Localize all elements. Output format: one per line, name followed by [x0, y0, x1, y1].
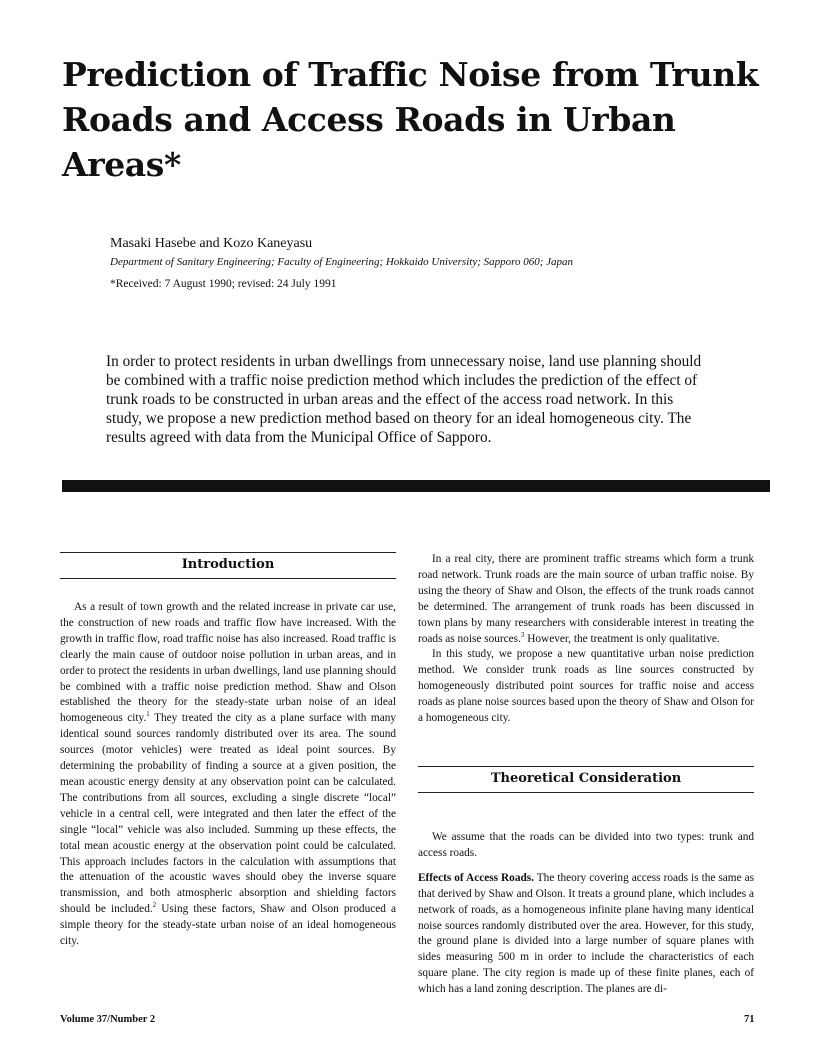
theory-heading-rule-top	[418, 766, 754, 767]
received-dates: *Received: 7 August 1990; revised: 24 July 1991	[110, 278, 337, 290]
page-number: 71	[744, 1014, 755, 1025]
reference-marker: 2	[152, 901, 157, 910]
intro-text-part-3: Using these factors, Shaw and Olson produced a simple theory for the steady-state urban noise of an ideal homogeneous city.	[60, 903, 396, 948]
theory-heading-rule-bottom	[418, 792, 754, 793]
right-paragraph-2: In this study, we propose a new quantitative urban noise prediction method. We consider trunk roads as line sources constructed by homogeneously distributed point sources for traffic noise and access roads as plane noise sources based upon the theory of Shaw and Olson for a homogeneous city.	[418, 648, 754, 725]
introduction-paragraph	[60, 600, 396, 950]
right-text-part-1: In a real city, there are prominent traffic streams which form a trunk road network. Trunk roads are the main source of urban traffic noise. By using the theory of Shaw and Olson, the effects of the trunk roads cannot be determined. The arrangement of trunk roads has been discussed in town plans by many researchers with considerable interest in treating the roads as noise sources.	[418, 553, 754, 645]
access-roads-runin-heading: Effects of Access Roads.	[418, 871, 534, 884]
reference-marker: 1	[146, 710, 150, 719]
intro-heading-rule-top	[60, 552, 396, 553]
abstract: In order to protect residents in urban dwellings from unnecessary noise, land use planning should be combined with a traffic noise prediction method which includes the prediction of the effect of trunk roads to be constructed in urban areas and the effect of the access road network. In this study, we propose a new prediction method based on theory for an ideal homogeneous city. The results agreed with data from the Municipal Office of Sapporo.	[106, 353, 702, 446]
authors: Masaki Hasebe and Kozo Kaneyasu	[110, 236, 313, 251]
affiliation: Department of Sanitary Engineering; Faculty of Engineering; Hokkaido University; Sapporo 060; Japan	[110, 256, 574, 268]
introduction-heading: Introduction	[181, 557, 275, 572]
theory-paragraph-1: We assume that the roads can be divided into two types: trunk and access roads.	[418, 831, 754, 859]
introduction-body	[60, 600, 396, 950]
theory-paragraph-2	[418, 871, 754, 998]
theoretical-body	[418, 830, 754, 998]
reference-marker: 3	[520, 630, 525, 639]
access-roads-text: The theory covering access roads is the same as that derived by Shaw and Olson. It treats a ground plane, which includes a network of roads, as a homogeneous infinite plane having many identical noise sources randomly distributed over the area. However, for this study, the ground plane is divided into a large number of square planes with sides measuring 500 m in order to include the characteristics of each square plane. The city region is made up of these finite planes, each of which has a land zoning description. The planes are di-	[418, 871, 754, 996]
right-paragraph-1	[418, 552, 754, 647]
right-text-part-2: However, the treatment is only qualitative.	[524, 632, 720, 645]
paper-title: Prediction of Traffic Noise from Trunk Roads and Access Roads in Urban Areas*	[62, 55, 759, 184]
journal-volume: Volume 37/Number 2	[60, 1014, 156, 1025]
intro-text-part-1: As a result of town growth and the related increase in private car use, the construction of new roads and traffic flow have increased. With the growth in traffic flow, road traffic noise has also increased. Road traffic is clearly the main cause of outdoor noise pollution in urban areas, and in order to protect the residents in urban dwellings, land use planning should be combined with a traffic noise prediction method. Shaw and Olson established the theory for the steady-state urban noise of an ideal homogeneous city.	[60, 601, 396, 725]
section-divider-bar	[62, 480, 770, 492]
introduction-continued	[418, 552, 754, 727]
intro-text-part-2: They treated the city as a plane surface with many identical sound sources randomly distributed over its area. The sound sources (motor vehicles) were treated as ideal point sources. By determining the probability of finding a source at a given position, the mean acoustic energy density at any observation point can be calculated. The contributions from all sources, excluding a single discrete “local” vehicle in a central cell, were integrated and then later the effect of the single “local” vehicle was also included. Summing up these effects, the total mean acoustic energy at the observation point could be calculated. This approach includes factors in the calculation with assumptions that the attenuation of the acoustic waves should obey the inverse square transmission, and both atmospheric absorption and shielding factors should be included.	[60, 712, 397, 916]
intro-heading-rule-bottom	[60, 578, 396, 579]
theoretical-consideration-heading: Theoretical Consideration	[490, 771, 682, 786]
